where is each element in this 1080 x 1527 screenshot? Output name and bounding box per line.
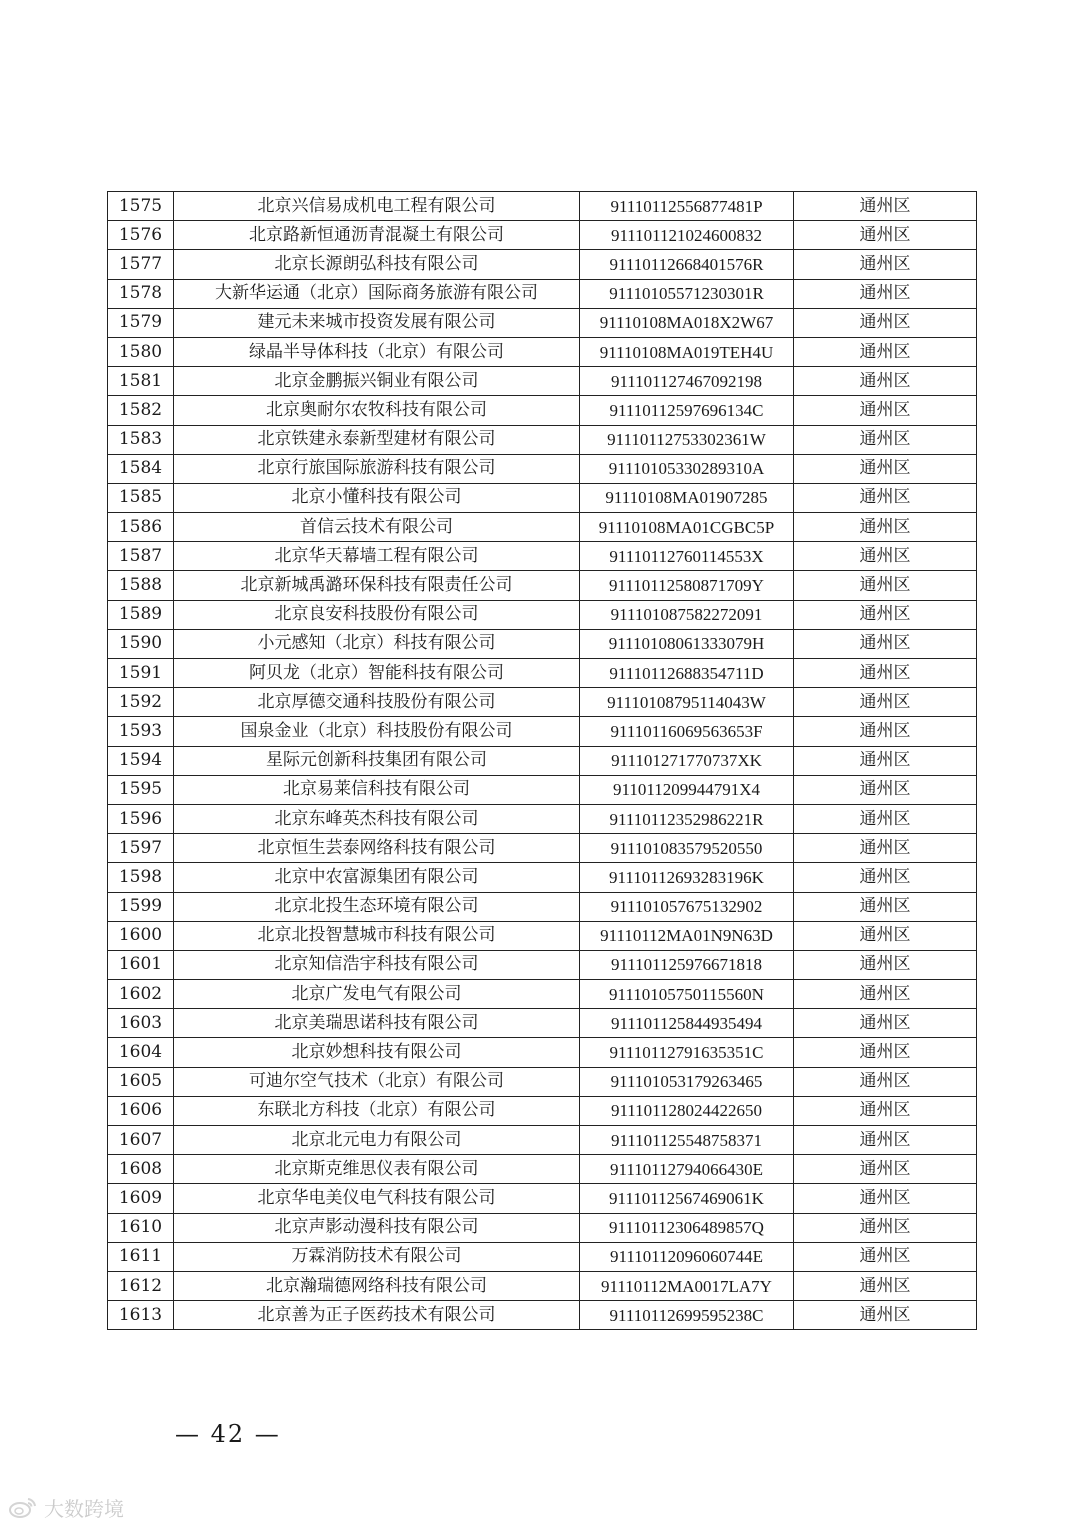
row-number: 1584 <box>108 454 174 483</box>
table-row <box>108 425 977 454</box>
table-row <box>108 950 977 979</box>
row-number: 1602 <box>108 980 174 1009</box>
table-row <box>108 192 977 221</box>
row-number: 1581 <box>108 367 174 396</box>
table-row <box>108 834 977 863</box>
row-number: 1578 <box>108 279 174 308</box>
district: 通州区 <box>794 1184 977 1213</box>
credit-code: 911101125976671818 <box>580 950 794 979</box>
credit-code: 91110112688354711D <box>580 659 794 688</box>
district: 通州区 <box>794 921 977 950</box>
district: 通州区 <box>794 337 977 366</box>
company-name: 北京厚德交通科技股份有限公司 <box>174 688 580 717</box>
row-number: 1575 <box>108 192 174 221</box>
row-number: 1610 <box>108 1213 174 1242</box>
company-name: 绿晶半导体科技（北京）有限公司 <box>174 337 580 366</box>
company-name: 北京奥耐尔农牧科技有限公司 <box>174 396 580 425</box>
company-name: 国泉金业（北京）科技股份有限公司 <box>174 717 580 746</box>
row-number: 1585 <box>108 483 174 512</box>
credit-code: 91110112753302361W <box>580 425 794 454</box>
credit-code: 91110108MA019TEH4U <box>580 337 794 366</box>
credit-code: 91110112MA0017LA7Y <box>580 1271 794 1300</box>
district: 通州区 <box>794 775 977 804</box>
credit-code: 91110108061333079H <box>580 629 794 658</box>
row-number: 1599 <box>108 892 174 921</box>
company-name: 北京金鹏振兴铜业有限公司 <box>174 367 580 396</box>
credit-code: 911101125844935494 <box>580 1009 794 1038</box>
row-number: 1579 <box>108 308 174 337</box>
table-row <box>108 775 977 804</box>
table-row <box>108 542 977 571</box>
table-row <box>108 454 977 483</box>
district: 通州区 <box>794 454 977 483</box>
table-row <box>108 863 977 892</box>
credit-code: 91110105750115560N <box>580 980 794 1009</box>
company-name: 北京善为正子医药技术有限公司 <box>174 1301 580 1330</box>
row-number: 1597 <box>108 834 174 863</box>
table-row <box>108 659 977 688</box>
row-number: 1606 <box>108 1096 174 1125</box>
table-row <box>108 1096 977 1125</box>
table-row <box>108 1155 977 1184</box>
district: 通州区 <box>794 892 977 921</box>
company-name: 北京易莱信科技有限公司 <box>174 775 580 804</box>
weibo-logo-icon <box>8 1495 38 1519</box>
credit-code: 91110112MA01N9N63D <box>580 921 794 950</box>
row-number: 1576 <box>108 221 174 250</box>
table-row <box>108 746 977 775</box>
row-number: 1608 <box>108 1155 174 1184</box>
row-number: 1594 <box>108 746 174 775</box>
table-row <box>108 1301 977 1330</box>
district: 通州区 <box>794 513 977 542</box>
district: 通州区 <box>794 425 977 454</box>
credit-code: 911101125548758371 <box>580 1126 794 1155</box>
company-name: 阿贝龙（北京）智能科技有限公司 <box>174 659 580 688</box>
company-name: 建元未来城市投资发展有限公司 <box>174 308 580 337</box>
company-name: 星际元创新科技集团有限公司 <box>174 746 580 775</box>
company-name: 北京知信浩宇科技有限公司 <box>174 950 580 979</box>
credit-code: 911011209944791X4 <box>580 775 794 804</box>
district: 通州区 <box>794 600 977 629</box>
district: 通州区 <box>794 1067 977 1096</box>
row-number: 1601 <box>108 950 174 979</box>
credit-code: 91110112794066430E <box>580 1155 794 1184</box>
district: 通州区 <box>794 571 977 600</box>
table-row <box>108 1038 977 1067</box>
district: 通州区 <box>794 483 977 512</box>
company-name: 北京长源朗弘科技有限公司 <box>174 250 580 279</box>
credit-code: 91110112096060744E <box>580 1242 794 1271</box>
credit-code: 91110112556877481P <box>580 192 794 221</box>
row-number: 1596 <box>108 804 174 833</box>
row-number: 1590 <box>108 629 174 658</box>
company-name: 小元感知（北京）科技有限公司 <box>174 629 580 658</box>
watermark-text: 大数跨境 <box>44 1496 124 1521</box>
watermark <box>8 1490 124 1524</box>
company-name: 北京北投生态环境有限公司 <box>174 892 580 921</box>
table-row <box>108 1213 977 1242</box>
company-name: 北京斯克维思仪表有限公司 <box>174 1155 580 1184</box>
district: 通州区 <box>794 250 977 279</box>
credit-code: 911101087582272091 <box>580 600 794 629</box>
row-number: 1600 <box>108 921 174 950</box>
company-name: 东联北方科技（北京）有限公司 <box>174 1096 580 1125</box>
table-row <box>108 1184 977 1213</box>
table-row <box>108 571 977 600</box>
credit-code: 91110112352986221R <box>580 804 794 833</box>
credit-code: 91110108MA01CGBC5P <box>580 513 794 542</box>
district: 通州区 <box>794 1301 977 1330</box>
district: 通州区 <box>794 367 977 396</box>
company-name: 北京北元电力有限公司 <box>174 1126 580 1155</box>
credit-code: 911101127467092198 <box>580 367 794 396</box>
credit-code: 91110112791635351C <box>580 1038 794 1067</box>
table-row <box>108 921 977 950</box>
row-number: 1607 <box>108 1126 174 1155</box>
company-name: 北京铁建永泰新型建材有限公司 <box>174 425 580 454</box>
table-row <box>108 1271 977 1300</box>
credit-code: 911101121024600832 <box>580 221 794 250</box>
credit-code: 911101128024422650 <box>580 1096 794 1125</box>
company-name: 北京广发电气有限公司 <box>174 980 580 1009</box>
credit-code: 91110112567469061K <box>580 1184 794 1213</box>
district: 通州区 <box>794 396 977 425</box>
district: 通州区 <box>794 804 977 833</box>
company-name: 北京路新恒通沥青混凝土有限公司 <box>174 221 580 250</box>
district: 通州区 <box>794 834 977 863</box>
row-number: 1612 <box>108 1271 174 1300</box>
table-row <box>108 221 977 250</box>
district: 通州区 <box>794 1038 977 1067</box>
table-row <box>108 1242 977 1271</box>
row-number: 1593 <box>108 717 174 746</box>
district: 通州区 <box>794 1155 977 1184</box>
company-name: 北京新城禹潞环保科技有限责任公司 <box>174 571 580 600</box>
table-row <box>108 483 977 512</box>
company-table <box>107 191 977 1330</box>
table-row <box>108 367 977 396</box>
credit-code: 91110112668401576R <box>580 250 794 279</box>
district: 通州区 <box>794 980 977 1009</box>
district: 通州区 <box>794 279 977 308</box>
credit-code: 91110112597696134C <box>580 396 794 425</box>
company-name: 北京妙想科技有限公司 <box>174 1038 580 1067</box>
district: 通州区 <box>794 542 977 571</box>
company-name: 北京兴信易成机电工程有限公司 <box>174 192 580 221</box>
credit-code: 911101053179263465 <box>580 1067 794 1096</box>
credit-code: 91110116069563653F <box>580 717 794 746</box>
credit-code: 91110105571230301R <box>580 279 794 308</box>
company-name: 北京中农富源集团有限公司 <box>174 863 580 892</box>
table-row <box>108 1126 977 1155</box>
table-row <box>108 308 977 337</box>
district: 通州区 <box>794 1213 977 1242</box>
row-number: 1577 <box>108 250 174 279</box>
credit-code: 911101083579520550 <box>580 834 794 863</box>
company-name: 北京华天幕墙工程有限公司 <box>174 542 580 571</box>
row-number: 1582 <box>108 396 174 425</box>
table-row <box>108 279 977 308</box>
row-number: 1609 <box>108 1184 174 1213</box>
table-row <box>108 250 977 279</box>
district: 通州区 <box>794 1096 977 1125</box>
row-number: 1598 <box>108 863 174 892</box>
row-number: 1586 <box>108 513 174 542</box>
credit-code: 91110112693283196K <box>580 863 794 892</box>
district: 通州区 <box>794 863 977 892</box>
company-name: 万霖消防技术有限公司 <box>174 1242 580 1271</box>
table-row <box>108 892 977 921</box>
row-number: 1605 <box>108 1067 174 1096</box>
credit-code: 911101057675132902 <box>580 892 794 921</box>
table-row <box>108 629 977 658</box>
company-name: 北京北投智慧城市科技有限公司 <box>174 921 580 950</box>
credit-code: 91110105330289310A <box>580 454 794 483</box>
row-number: 1592 <box>108 688 174 717</box>
table-row <box>108 600 977 629</box>
company-name: 北京小懂科技有限公司 <box>174 483 580 512</box>
row-number: 1583 <box>108 425 174 454</box>
row-number: 1588 <box>108 571 174 600</box>
district: 通州区 <box>794 950 977 979</box>
district: 通州区 <box>794 659 977 688</box>
company-name: 北京行旅国际旅游科技有限公司 <box>174 454 580 483</box>
credit-code: 911101271770737XK <box>580 746 794 775</box>
company-name: 大新华运通（北京）国际商务旅游有限公司 <box>174 279 580 308</box>
company-name: 首信云技术有限公司 <box>174 513 580 542</box>
district: 通州区 <box>794 192 977 221</box>
district: 通州区 <box>794 688 977 717</box>
company-name: 北京声影动漫科技有限公司 <box>174 1213 580 1242</box>
page-number: — 42 — <box>175 1420 281 1448</box>
credit-code: 91110108795114043W <box>580 688 794 717</box>
district: 通州区 <box>794 717 977 746</box>
district: 通州区 <box>794 1126 977 1155</box>
row-number: 1603 <box>108 1009 174 1038</box>
table-row <box>108 688 977 717</box>
district: 通州区 <box>794 1009 977 1038</box>
company-name: 北京东峰英杰科技有限公司 <box>174 804 580 833</box>
row-number: 1604 <box>108 1038 174 1067</box>
credit-code: 91110108MA01907285 <box>580 483 794 512</box>
credit-code: 91110112580871709Y <box>580 571 794 600</box>
row-number: 1611 <box>108 1242 174 1271</box>
company-name: 北京恒生芸泰网络科技有限公司 <box>174 834 580 863</box>
district: 通州区 <box>794 221 977 250</box>
company-name: 北京华电美仪电气科技有限公司 <box>174 1184 580 1213</box>
district: 通州区 <box>794 629 977 658</box>
company-name: 北京美瑞思诺科技有限公司 <box>174 1009 580 1038</box>
credit-code: 91110112306489857Q <box>580 1213 794 1242</box>
company-name: 可迪尔空气技术（北京）有限公司 <box>174 1067 580 1096</box>
row-number: 1589 <box>108 600 174 629</box>
row-number: 1587 <box>108 542 174 571</box>
district: 通州区 <box>794 308 977 337</box>
credit-code: 91110108MA018X2W67 <box>580 308 794 337</box>
table-row <box>108 1067 977 1096</box>
company-name: 北京瀚瑞德网络科技有限公司 <box>174 1271 580 1300</box>
district: 通州区 <box>794 746 977 775</box>
row-number: 1591 <box>108 659 174 688</box>
table-row <box>108 717 977 746</box>
table-row <box>108 337 977 366</box>
table-row <box>108 396 977 425</box>
district: 通州区 <box>794 1271 977 1300</box>
row-number: 1580 <box>108 337 174 366</box>
company-name: 北京良安科技股份有限公司 <box>174 600 580 629</box>
table-row <box>108 513 977 542</box>
credit-code: 91110112699595238C <box>580 1301 794 1330</box>
credit-code: 91110112760114553X <box>580 542 794 571</box>
row-number: 1613 <box>108 1301 174 1330</box>
table-row <box>108 804 977 833</box>
district: 通州区 <box>794 1242 977 1271</box>
row-number: 1595 <box>108 775 174 804</box>
table-row <box>108 980 977 1009</box>
company-table-body <box>108 192 977 1330</box>
table-row <box>108 1009 977 1038</box>
